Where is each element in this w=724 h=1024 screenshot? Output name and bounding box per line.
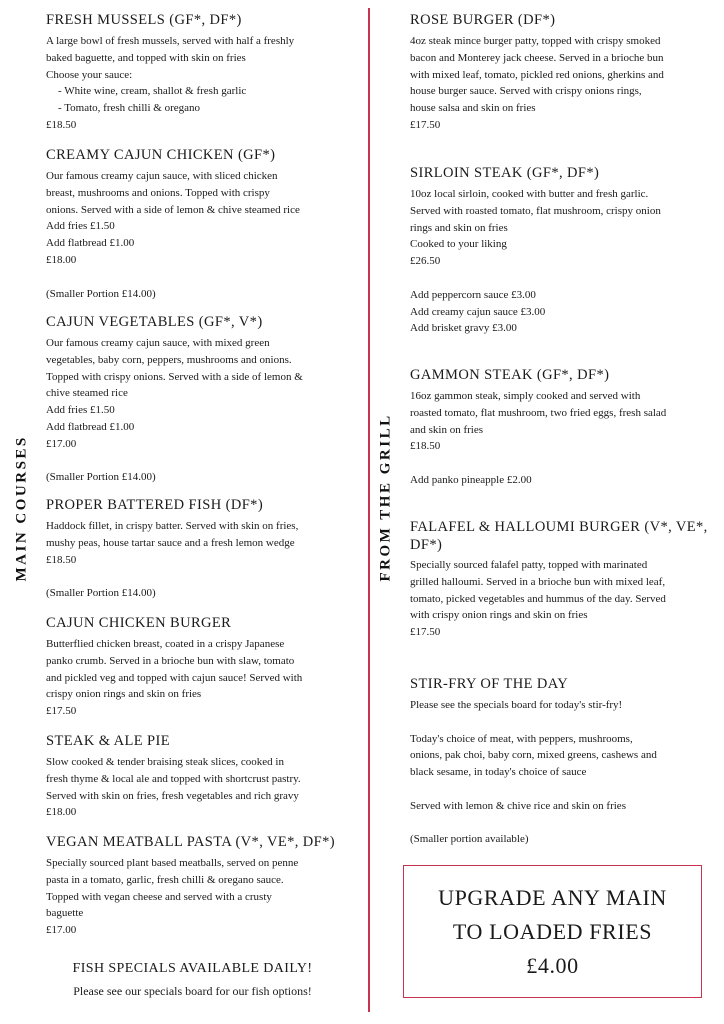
item-addon: Add panko pineapple £2.00 (410, 473, 532, 486)
item-description: house burger sauce. Served with crispy onions rings, (410, 85, 642, 98)
item-description: tomato, picked vegetables and hummus of the day. Served (410, 592, 666, 605)
item-title: SIRLOIN STEAK (GF*, DF*) (410, 165, 600, 181)
sauce-option: - Tomato, fresh chilli & oregano (58, 102, 200, 115)
item-addon: Add fries £1.50 (46, 404, 115, 417)
item-description: Choose your sauce: (46, 68, 133, 81)
menu-item-gammon-steak (410, 366, 714, 489)
item-description: panko crumb. Served in a brioche bun with slaw, tomato (46, 654, 295, 667)
item-price: £17.50 (410, 118, 441, 131)
item-description: Topped with crispy onions. Served with a side of lemon & (46, 370, 303, 383)
item-description: breast, mushrooms and onions. Topped with crispy (46, 186, 270, 199)
item-description: 16oz gammon steak, simply cooked and served with (410, 390, 641, 402)
smaller-portion-note: (Smaller Portion £14.00) (46, 471, 156, 484)
menu-item-vegan-meatball-pasta (46, 833, 350, 939)
menu-item-proper-battered-fish (46, 496, 350, 602)
item-title: ROSE BURGER (DF*) (410, 12, 556, 28)
item-description: baguette (46, 907, 84, 920)
upgrade-line-2: TO LOADED FRIES (452, 918, 653, 944)
item-description: baked baguette, and topped with skin on fries (46, 51, 246, 64)
item-price: £26.50 (410, 255, 441, 268)
item-description: bacon and Monterey jack cheese. Served in a brioche bun (410, 51, 664, 64)
item-description: with mixed leaf, tomato, pickled red onions, gherkins and (410, 68, 664, 81)
item-description: 10oz local sirloin, cooked with butter and fresh garlic. (410, 188, 649, 200)
item-title: FRESH MUSSELS (GF*, DF*) (46, 12, 242, 28)
item-title: CAJUN VEGETABLES (GF*, V*) (46, 314, 263, 330)
item-description: 4oz steak mince burger patty, topped with crispy smoked (410, 35, 661, 47)
item-title: CREAMY CAJUN CHICKEN (GF*) (46, 147, 276, 163)
smaller-portion-note: (Smaller Portion £14.00) (46, 287, 156, 300)
loaded-fries-upgrade-box (403, 865, 702, 998)
item-description: fresh thyme & local ale and topped with shortcrust pastry. (46, 772, 301, 785)
item-description: onions. Served with a side of lemon & chive steamed rice (46, 203, 300, 216)
upgrade-price: £4.00 (526, 952, 579, 978)
item-title: CAJUN CHICKEN BURGER (46, 615, 232, 631)
menu-item-sirloin-steak (410, 164, 714, 337)
smaller-portion-note: (Smaller portion available) (410, 833, 529, 846)
item-description: Please see the specials board for today's stir-fry! (410, 699, 623, 711)
menu-item-stir-fry-of-the-day (410, 675, 714, 848)
menu-item-creamy-cajun-chicken (46, 146, 350, 302)
item-description: Today's choice of meat, with peppers, mushrooms, (410, 732, 633, 745)
item-price: £18.00 (46, 806, 77, 819)
item-description: Haddock fillet, in crispy batter. Served with skin on fries, (46, 520, 299, 532)
item-description: rings and skin on fries (410, 221, 508, 234)
item-addon: Add fries £1.50 (46, 220, 115, 233)
item-price: £17.50 (410, 626, 441, 639)
item-title: PROPER BATTERED FISH (DF*) (46, 497, 264, 513)
item-price: £18.50 (46, 118, 77, 131)
item-description: and skin on fries (410, 423, 484, 436)
section-label-main-courses: MAIN COURSES (13, 435, 30, 582)
item-price: £17.00 (46, 437, 77, 450)
item-price: £17.00 (46, 924, 77, 937)
item-description: Served with skin on fries, fresh vegetables and rich gravy (46, 789, 299, 802)
item-description: Butterflied chicken breast, coated in a crispy Japanese (46, 638, 285, 650)
fish-specials-heading: FISH SPECIALS AVAILABLE DAILY! (72, 961, 313, 976)
item-description: crispy onion rings and skin on fries (46, 688, 202, 701)
item-description: onions, pak choi, baby corn, mixed greens, cashews and (410, 749, 657, 762)
item-addon: Add flatbread £1.00 (46, 237, 135, 250)
section-label-from-the-grill: FROM THE GRILL (377, 413, 394, 582)
menu-item-cajun-vegetables (46, 313, 350, 486)
menu-item-steak-ale-pie (46, 732, 350, 821)
item-description: Served with roasted tomato, flat mushroom, crispy onion (410, 204, 661, 217)
item-description: vegetables, baby corn, peppers, mushrooms and onions. (46, 353, 292, 366)
item-addon: Add peppercorn sauce £3.00 (410, 288, 536, 301)
item-description: Specially sourced falafel patty, topped with marinated (410, 559, 648, 571)
fish-specials-notice (40, 960, 345, 1000)
item-price: £18.00 (46, 253, 77, 266)
item-description: A large bowl of fresh mussels, served with half a freshly (46, 35, 295, 47)
item-title: STIR-FRY OF THE DAY (410, 676, 569, 692)
item-description: Our famous creamy cajun sauce, with mixed green (46, 337, 270, 349)
menu-item-falafel-halloumi-burger (410, 518, 714, 641)
item-description: Cooked to your liking (410, 238, 507, 251)
item-description: pasta in a tomato, garlic, fresh chilli & oregano sauce. (46, 873, 284, 886)
item-description: chive steamed rice (46, 387, 128, 400)
item-description: grilled halloumi. Served in a brioche bun with mixed leaf, (410, 575, 666, 588)
item-title: FALAFEL & HALLOUMI BURGER (V*, VE*, (410, 519, 708, 535)
menu-item-cajun-chicken-burger (46, 614, 350, 720)
sauce-option: - White wine, cream, shallot & fresh garlic (58, 85, 247, 98)
fish-specials-text: Please see our specials board for our fish options! (73, 984, 312, 998)
menu-item-fresh-mussels (46, 11, 350, 134)
item-description: house salsa and skin on fries (410, 102, 536, 115)
item-description: and pickled veg and topped with cajun sauce! Served with (46, 671, 303, 684)
item-title: GAMMON STEAK (GF*, DF*) (410, 367, 610, 383)
item-addon: Add brisket gravy £3.00 (410, 322, 517, 335)
item-description: mushy peas, house tartar sauce and a fresh lemon wedge (46, 536, 295, 549)
item-description: Served with lemon & chive rice and skin on fries (410, 799, 626, 812)
item-price: £18.50 (46, 553, 77, 566)
item-description: roasted tomato, flat mushroom, two fried eggs, fresh salad (410, 406, 667, 419)
item-title: STEAK & ALE PIE (46, 733, 171, 749)
item-description: black sesame, in today's choice of sauce (410, 766, 587, 779)
item-price: £18.50 (410, 440, 441, 453)
item-addon: Add creamy cajun sauce £3.00 (410, 305, 546, 318)
menu-item-rose-burger (410, 11, 714, 134)
item-price: £17.50 (46, 705, 77, 718)
item-description: Topped with vegan cheese and served with a crusty (46, 890, 272, 903)
item-description: Specially sourced plant based meatballs, served on penne (46, 857, 299, 869)
upgrade-line-1: UPGRADE ANY MAIN (438, 884, 667, 910)
item-description: Slow cooked & tender braising steak slices, cooked in (46, 756, 284, 768)
item-description: Our famous creamy cajun sauce, with sliced chicken (46, 170, 278, 182)
item-title: VEGAN MEATBALL PASTA (V*, VE*, DF*) (46, 834, 336, 850)
smaller-portion-note: (Smaller Portion £14.00) (46, 587, 156, 600)
column-divider (368, 8, 370, 1012)
item-addon: Add flatbread £1.00 (46, 420, 135, 433)
item-title-continued: DF*) (410, 537, 443, 553)
item-description: with crispy onion rings and skin on fries (410, 609, 588, 622)
